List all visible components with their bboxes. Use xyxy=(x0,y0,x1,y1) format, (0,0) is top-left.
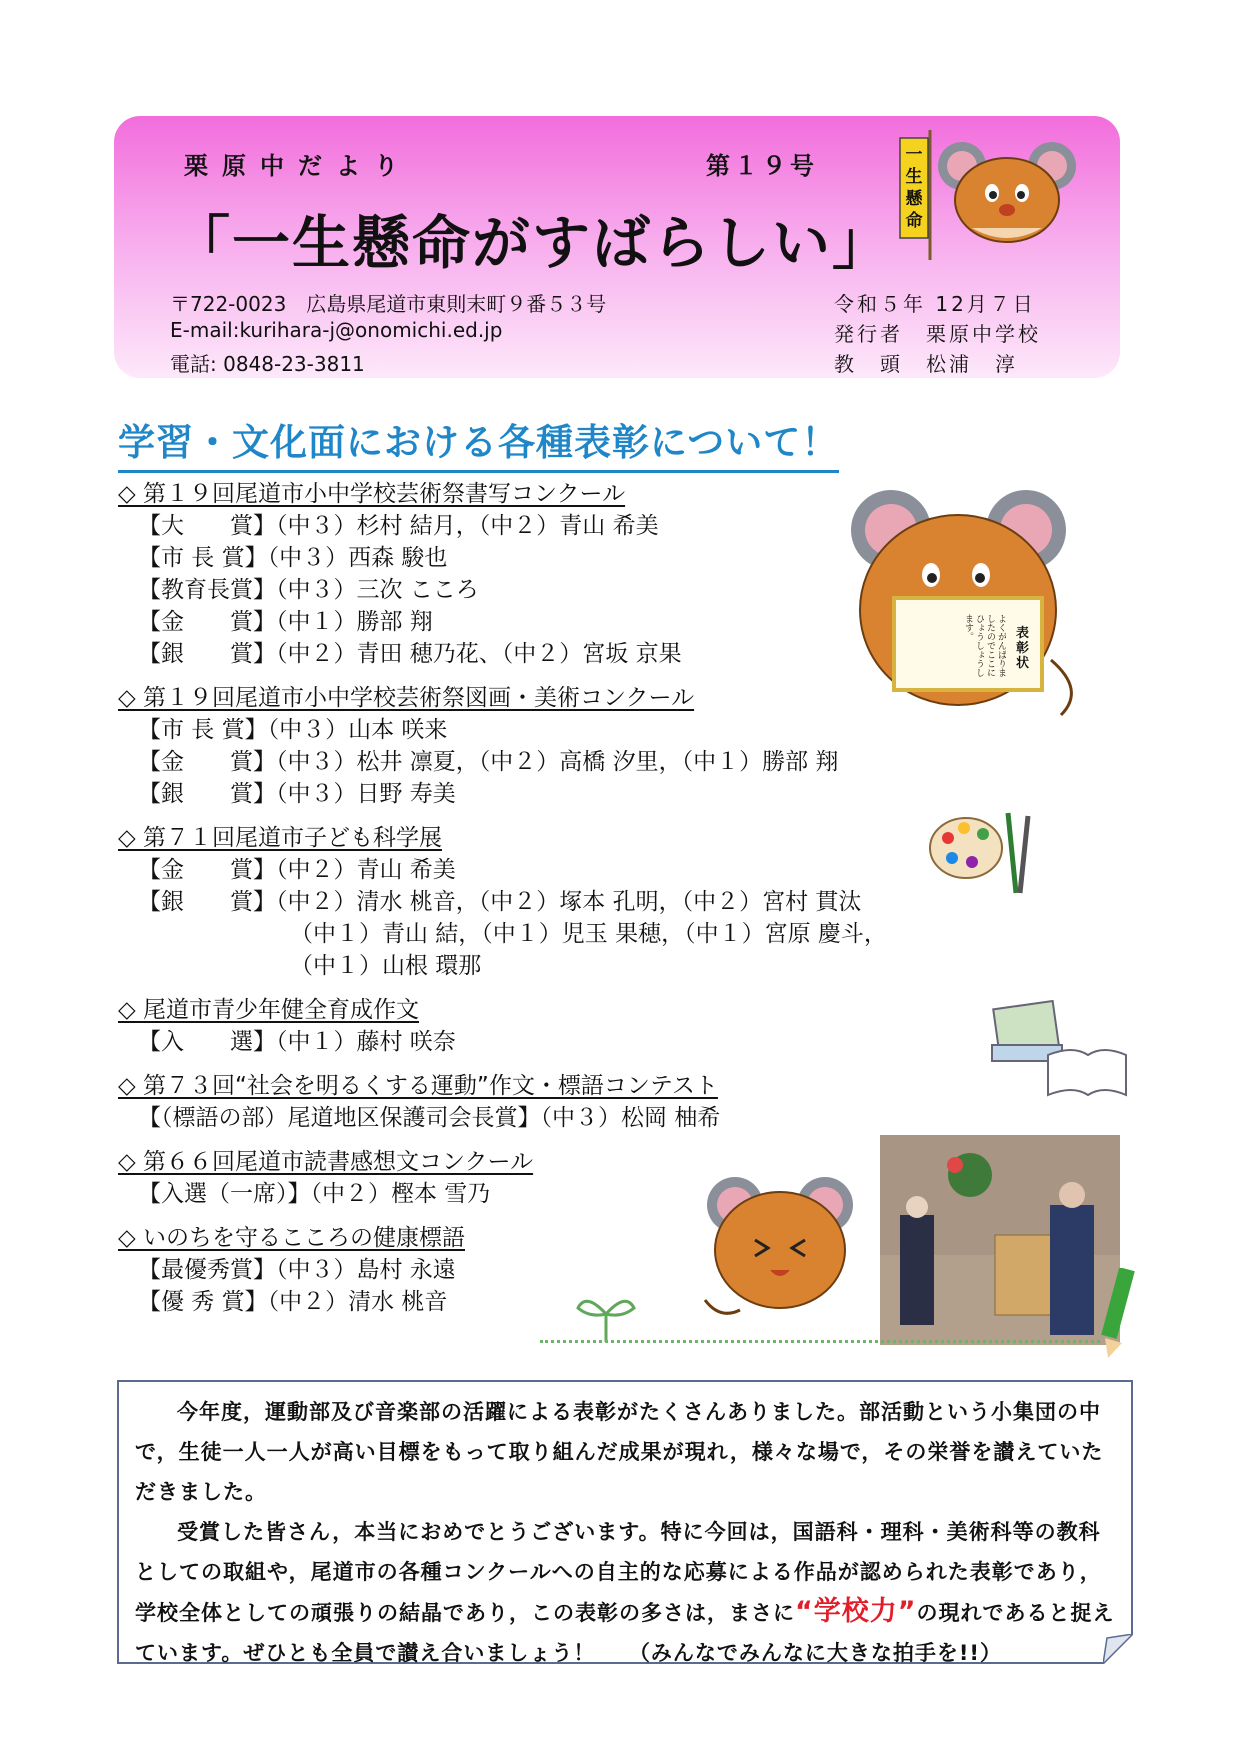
award-row: 【最優秀賞】（中３）島村 永遠 xyxy=(138,1257,456,1283)
mouse-certificate-icon xyxy=(846,480,1076,734)
award-group-title: ◇ 第７１回尾道市子ども科学展 xyxy=(118,825,442,851)
award-row: 【金 賞】（中１）勝部 翔 xyxy=(138,609,433,635)
issue-date: 令和５年 12月７日 xyxy=(834,292,1036,316)
message-paragraph-1: 今年度，運動部及び音楽部の活躍による表彰がたくさんありました。部活動という小集団の中で，生徒一人一人が高い目標をもって取り組んだ成果が現れ，様々な場で，その栄誉を讃えていただきました。 xyxy=(135,1400,1104,1504)
award-row: 【銀 賞】（中２）青田 穂乃花、（中２）宮坂 京果 xyxy=(138,641,682,667)
ceremony-photo xyxy=(880,1135,1120,1345)
award-group-essay xyxy=(118,994,978,1058)
award-row: 【大 賞】（中３）杉村 結月，（中２）青山 希美 xyxy=(138,513,659,539)
books-icon xyxy=(988,985,1128,1104)
award-row: 【入選（一席）】（中２）樫本 雪乃 xyxy=(138,1181,491,1207)
award-row: 【金 賞】（中２）青山 希美 xyxy=(138,857,456,883)
page-title: 「一生懸命がすばらしい」 xyxy=(172,209,893,277)
issue-number: 第１９号 xyxy=(706,152,818,180)
newsletter-header xyxy=(114,116,1120,378)
school-power-highlight: “学校力” xyxy=(795,1596,917,1627)
message-paragraph-2 xyxy=(135,1512,1120,1673)
award-group-title: ◇ 第１９回尾道市小中学校芸術祭図画・美術コンクール xyxy=(118,685,695,711)
newsletter-name: 栗原中だより xyxy=(184,152,412,180)
sprout-icon xyxy=(576,1282,636,1346)
school-address: 〒722-0023 広島県尾道市東則末町９番５３号 xyxy=(170,292,607,316)
award-row: 【金 賞】（中３）松井 凛夏，（中２）高橋 汐里，（中１）勝部 翔 xyxy=(138,749,839,775)
message-box xyxy=(117,1380,1133,1664)
section-title: 学習・文化面における各種表彰について！ xyxy=(118,412,839,473)
award-row-continued: （中１）青山 結，（中１）児玉 果穂，（中１）宮原 慶斗， xyxy=(290,921,887,947)
sprout-line xyxy=(540,1340,1100,1347)
publisher: 発行者 栗原中学校 xyxy=(834,322,1041,346)
mouse-happy-icon xyxy=(700,1170,870,1324)
pencil-icon xyxy=(1100,1268,1140,1362)
award-group-title: ◇ いのちを守るこころの健康標語 xyxy=(118,1225,465,1251)
message-text xyxy=(135,1392,1120,1673)
award-group-title: ◇ 第１９回尾道市小中学校芸術祭書写コンクール xyxy=(118,481,626,507)
award-group-title: ◇ 第７３回“社会を明るくする運動”作文・標語コンテスト xyxy=(118,1073,718,1099)
award-group-title: ◇ 第６６回尾道市読書感想文コンクール xyxy=(118,1149,534,1175)
award-row: 【（標語の部）尾道地区保護司会長賞】（中３）松岡 柚希 xyxy=(138,1105,721,1131)
page-fold-icon xyxy=(1103,1634,1133,1664)
award-group-slogan xyxy=(118,1070,978,1134)
banner-flag xyxy=(894,130,934,260)
award-row: 【優 秀 賞】（中２）清水 桃音 xyxy=(138,1289,448,1315)
award-row: 【教育長賞】（中３）三次 こころ xyxy=(138,577,479,603)
award-row: 【入 選】（中１）藤村 咲奈 xyxy=(138,1029,456,1055)
certificate-text: よくがんばりましたのでここにひょうしょうします。 xyxy=(963,614,1006,677)
award-row-continued: （中１）山根 環那 xyxy=(290,953,482,979)
palette-icon xyxy=(928,808,1038,902)
certificate-title: 表彰状 xyxy=(1016,626,1030,671)
award-row: 【市 長 賞】（中３）西森 駿也 xyxy=(138,545,448,571)
award-row: 【銀 賞】（中２）清水 桃音，（中２）塚本 孔明，（中２）宮村 貫汰 xyxy=(138,889,862,915)
award-row: 【市 長 賞】（中３）山本 咲来 xyxy=(138,717,448,743)
banner-text: 一生懸命 xyxy=(905,145,923,231)
message-paragraph-2a: 受賞した皆さん，本当におめでとうございます。特に今回は，国語科・理科・美術科等の教科としての取組や，尾道市の各種コンクールへの自主的な応募による作品が認められた表彰であり，学校全体としての頑張りの結晶であり，この表彰の多さは，まさに xyxy=(135,1520,1102,1625)
message-paragraph-2b: の現れであると捉えています。ぜひとも全員で讃え合いましょう！ （みんなでみんなに大きな拍手を!!） xyxy=(135,1601,1115,1665)
award-row: 【銀 賞】（中３）日野 寿美 xyxy=(138,781,456,807)
school-email: E-mail:kurihara-j@onomichi.ed.jp xyxy=(170,318,503,342)
school-phone: 電話: 0848-23-3811 xyxy=(170,352,365,376)
mouse-mascot-icon xyxy=(932,138,1082,252)
vice-principal: 教 頭 松浦 淳 xyxy=(834,352,1018,376)
award-group-science xyxy=(118,822,978,982)
award-group-title: ◇ 尾道市青少年健全育成作文 xyxy=(118,997,419,1023)
